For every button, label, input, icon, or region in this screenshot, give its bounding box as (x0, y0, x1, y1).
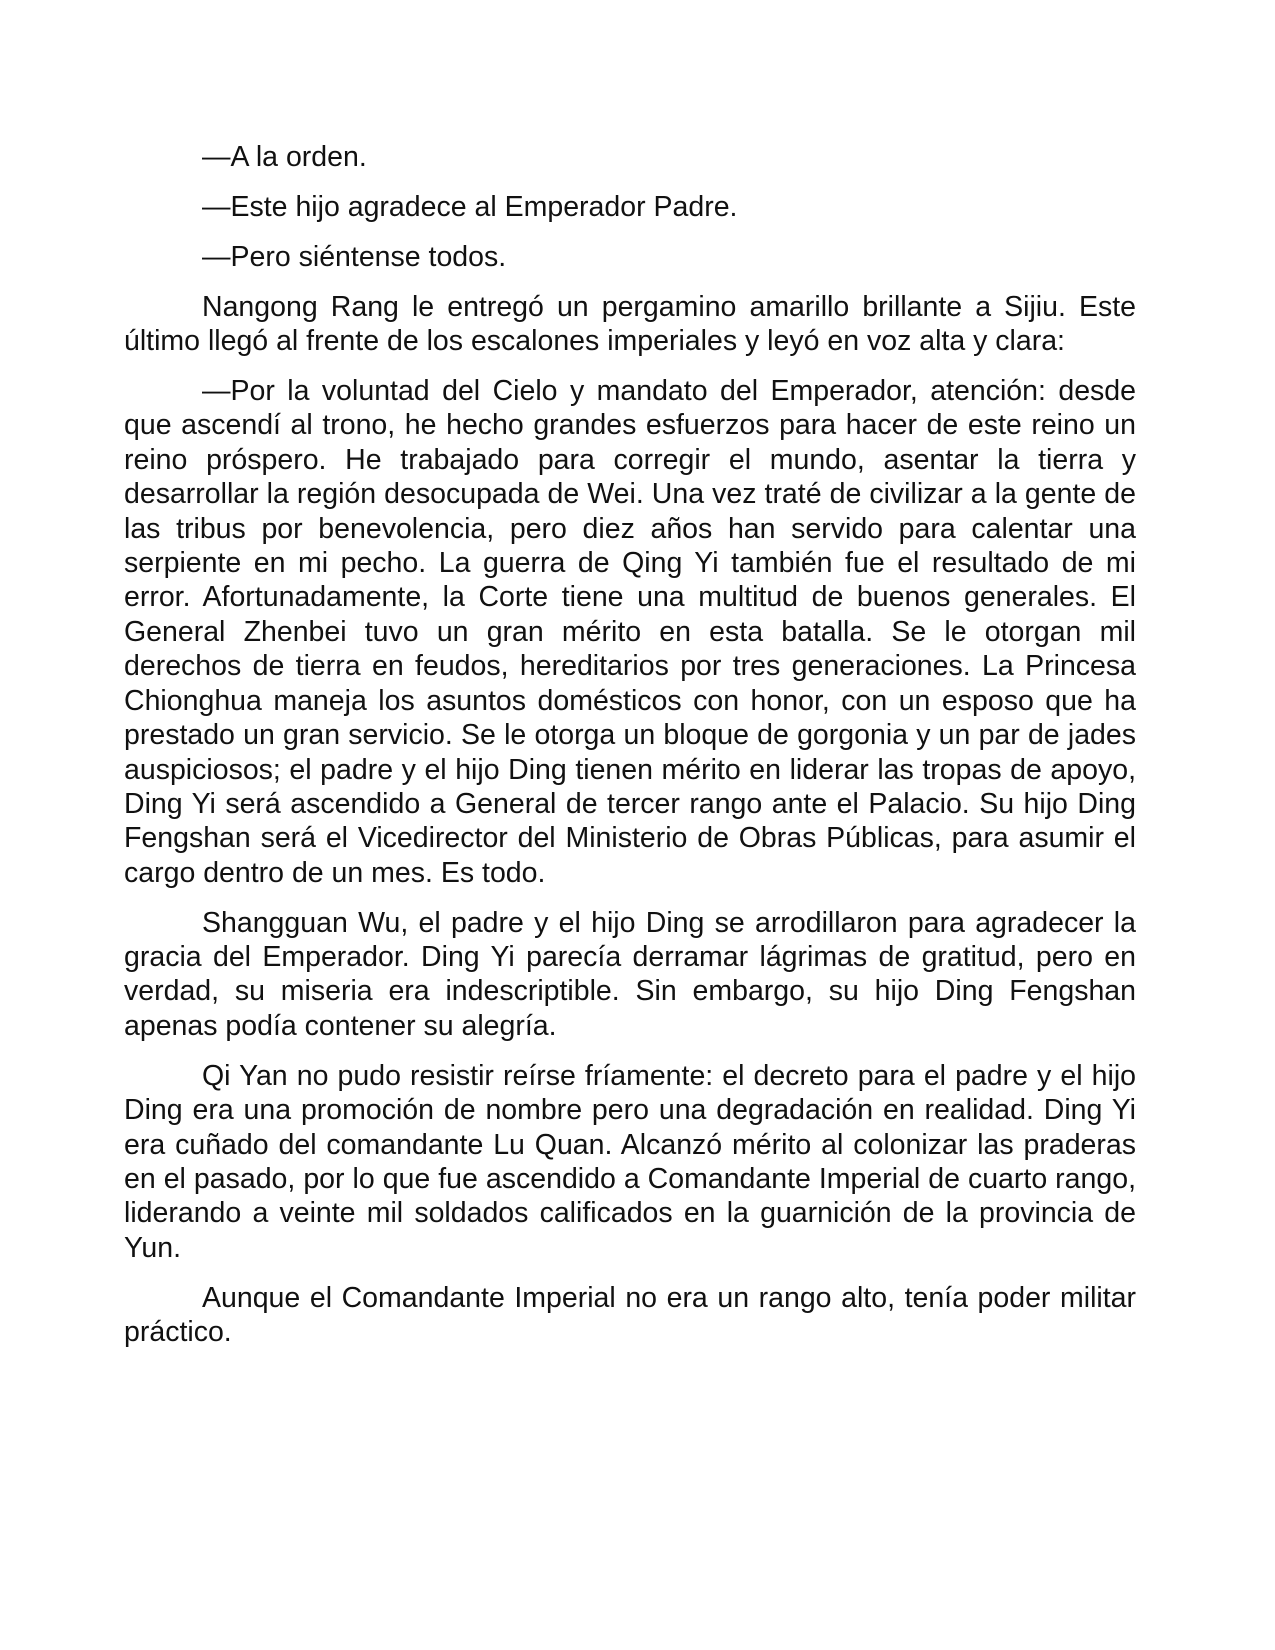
paragraph-7: Qi Yan no pudo resistir reírse fríamente: el decreto para el padre y el hijo Ding era una promoción de nombre pero una degradación en realidad. Ding Yi era cuñado del comandante Lu Quan. Alcanzó mérito al colonizar las praderas en el pasado, por lo que fue ascendido a Comandante Imperial de cuarto rango, liderando a veinte mil soldados calificados en la guarnición de la provincia de Yun. (124, 1059, 1136, 1264)
paragraph-4: Nangong Rang le entregó un pergamino amarillo brillante a Sijiu. Este último llegó al frente de los escalones imperiales y leyó en voz alta y clara: (124, 290, 1136, 358)
paragraph-3: —Pero siéntense todos. (202, 240, 507, 273)
paragraph-6: Shangguan Wu, el padre y el hijo Ding se arrodillaron para agradecer la gracia del Emperador. Ding Yi parecía derramar lágrimas de gratitud, pero en verdad, su miseria era indescriptible. Sin embargo, su hijo Ding Fengshan apenas podía contener su alegría. (124, 906, 1136, 1042)
document-page (124, 140, 1136, 1365)
paragraph-5: —Por la voluntad del Cielo y mandato del Emperador, atención: desde que ascendí al trono, he hecho grandes esfuerzos para hacer de este reino un reino próspero. He trabajado para corregir el mundo, asentar la tierra y desarrollar la región desocupada de Wei. Una vez traté de civilizar a la gente de las tribus por benevolencia, pero diez años han servido para calentar una serpiente en mi pecho. La guerra de Qing Yi también fue el resultado de mi error. Afortunadamente, la Corte tiene una multitud de buenos generales. El General Zhenbei tuvo un gran mérito en esta batalla. Se le otorgan mil derechos de tierra en feudos, hereditarios por tres generaciones. La Princesa Chionghua maneja los asuntos domésticos con honor, con un esposo que ha prestado un gran servicio. Se le otorga un bloque de gorgonia y un par de jades auspiciosos; el padre y el hijo Ding tienen mérito en liderar las tropas de apoyo, Ding Yi será ascendido a General de tercer rango ante el Palacio. Su hijo Ding Fengshan será el Vicedirector del Ministerio de Obras Públicas, para asumir el cargo dentro de un mes. Es todo. (124, 375, 1136, 889)
paragraph-1: —A la orden. (202, 141, 367, 173)
paragraph-2: —Este hijo agradece al Emperador Padre. (202, 190, 738, 223)
paragraph-8: Aunque el Comandante Imperial no era un rango alto, tenía poder militar práctico. (124, 1281, 1136, 1349)
